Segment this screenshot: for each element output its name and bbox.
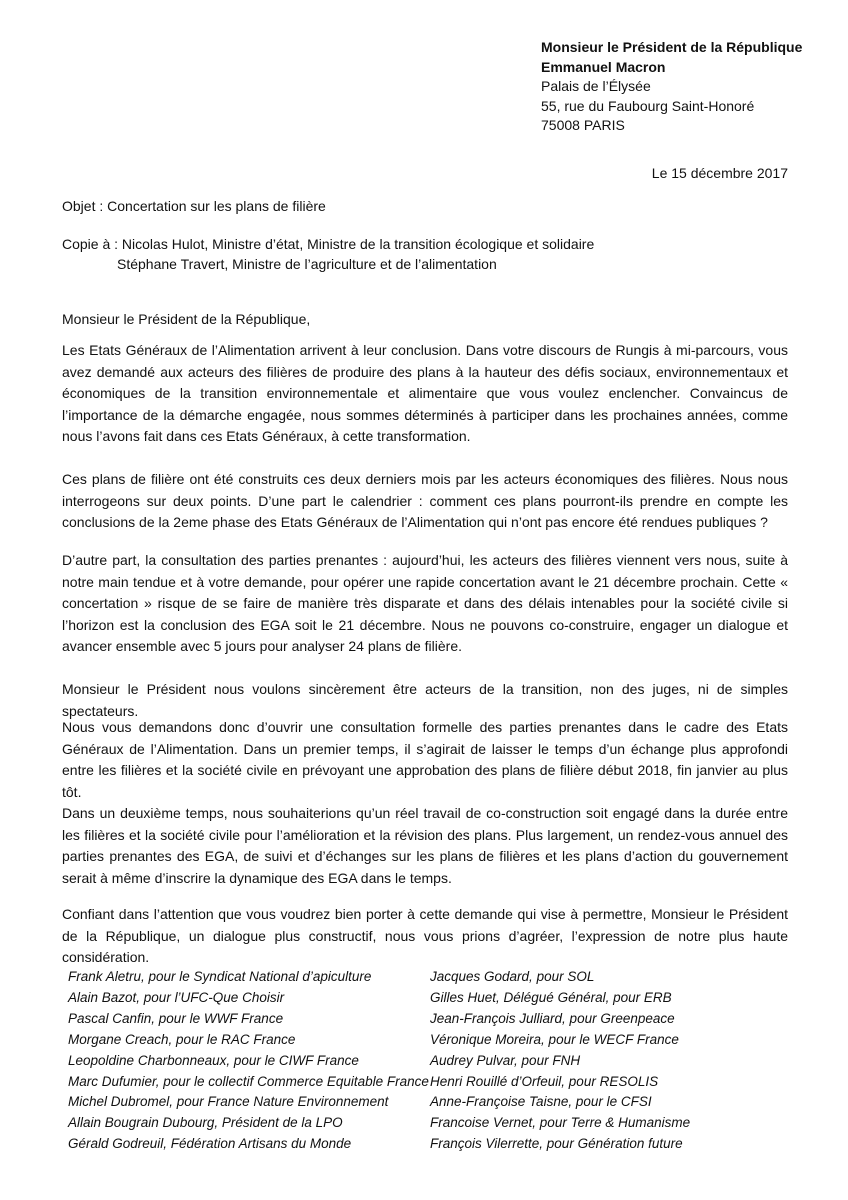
recipient-address-street: 55, rue du Faubourg Saint-Honoré — [541, 97, 755, 114]
signatories-left — [68, 967, 429, 1155]
paragraph-4: Monsieur le Président nous voulons sincèrement être acteurs de la transition, non des juges, ni de simples spectateurs. — [62, 681, 788, 719]
copy-line-1: Copie à : Nicolas Hulot, Ministre d’état, Ministre de la transition écologique et solidaire — [62, 236, 595, 252]
signatory: Gérald Godreuil, Fédération Artisans du Monde — [68, 1136, 352, 1152]
salutation: Monsieur le Président de la République, — [62, 311, 311, 327]
signatory: Anne-Françoise Taisne, pour le CFSI — [430, 1094, 652, 1110]
signatory: Véronique Moreira, pour le WECF France — [430, 1031, 679, 1047]
signatories-right — [430, 967, 810, 1155]
copy-line-2: Stéphane Travert, Ministre de l’agriculture et de l’alimentation — [117, 255, 497, 272]
paragraph-2: Ces plans de filière ont été construits ces deux derniers mois par les acteurs économiques des filières. Nous nous interrogeons sur deux points. D’une part le calendrier : comment ces plans pourront-ils prendre en compte les conclusions de la 2eme phase des Etats Généraux de l’Alimentation qui n’ont pas encore été rendues publiques ? — [62, 471, 788, 530]
signatory: Morgane Creach, pour le RAC France — [68, 1031, 296, 1047]
recipient-name: Emmanuel Macron — [541, 58, 666, 75]
recipient-address-place: Palais de l’Élysée — [541, 78, 651, 94]
paragraph-3: D’autre part, la consultation des parties prenantes : aujourd’hui, les acteurs des filières viennent vers nous, suite à notre main tendue et à votre demande, pour opérer une rapide concertation avant le 21 décembre prochain. Cette « concertation » risque de se faire de manière très disparate et dans des délais intenables pour la société civile si l’horizon est la conclusion des EGA soit le 21 décembre. Nous ne pouvons co-construire, engager un dialogue et avancer ensemble avec 5 jours pour analyser 24 plans de filière. — [62, 552, 788, 654]
paragraph-1: Les Etats Généraux de l’Alimentation arrivent à leur conclusion. Dans votre discours de Rungis à mi-parcours, vous avez demandé aux acteurs des filières de produire des plans à la hauteur des défis sociaux, environnementaux et économiques de la transition environnementale et alimentaire que vous voulez enclencher. Convaincus de l’importance de la démarche engagée, nous sommes déterminés à participer dans les prochaines années, comme nous l’avons fait dans ces Etats Généraux, à cette transformation. — [62, 342, 788, 444]
signatory: Marc Dufumier, pour le collectif Commerce Equitable France — [68, 1073, 429, 1089]
signatory: Pascal Canfin, pour le WWF France — [68, 1010, 284, 1026]
paragraph-5: Nous vous demandons donc d’ouvrir une consultation formelle des parties prenantes dans le cadre des Etats Généraux de l’Alimentation. Dans un premier temps, il s’agirait de laisser le temps d’un échange plus approfondi entre les filières et la société civile en prévoyant une approbation des plans de filière début 2018, fin janvier au plus tôt. — [62, 719, 788, 800]
recipient-block — [541, 38, 831, 136]
signatory: Gilles Huet, Délégué Général, pour ERB — [430, 989, 672, 1005]
letter-date: Le 15 décembre 2017 — [651, 165, 788, 181]
signatory: Leopoldine Charbonneaux, pour le CIWF France — [68, 1052, 359, 1068]
paragraph-6: Dans un deuxième temps, nous souhaiterions qu’un réel travail de co-construction soit engagé dans la durée entre les filières et la société civile pour l’amélioration et la révision des plans. Plus largement, un rendez-vous annuel des parties prenantes des EGA, de suivi et d’échanges sur les plans de filières et les plans d’action du gouvernement serait à même d’inscrire la dynamique des EGA dans le temps. — [62, 805, 788, 886]
signatory: Henri Rouillé d’Orfeuil, pour RESOLIS — [430, 1073, 659, 1089]
signatory: Alain Bazot, pour l’UFC-Que Choisir — [68, 989, 285, 1005]
copy-recipients — [62, 235, 594, 274]
signatory: François Vilerrette, pour Génération future — [430, 1136, 683, 1152]
signatory: Jean-François Julliard, pour Greenpeace — [430, 1010, 675, 1026]
signatory: Jacques Godard, pour SOL — [430, 969, 595, 984]
signatory: Francoise Vernet, pour Terre & Humanisme — [430, 1115, 691, 1131]
paragraph-7: Confiant dans l’attention que vous voudrez bien porter à cette demande qui vise à permettre, Monsieur le Président de la République, un dialogue plus constructif, nous vous prions d’agréer, l’expression de notre plus haute considération. — [62, 906, 788, 965]
signatory: Audrey Pulvar, pour FNH — [430, 1052, 581, 1068]
signatory: Allain Bougrain Dubourg, Président de la LPO — [68, 1115, 343, 1131]
signatory: Frank Aletru, pour le Syndicat National d’apiculture — [68, 969, 372, 984]
letter-subject: Objet : Concertation sur les plans de filière — [62, 198, 326, 214]
signatory: Michel Dubromel, pour France Nature Environnement — [68, 1094, 389, 1110]
recipient-address-city: 75008 PARIS — [541, 117, 625, 133]
recipient-title: Monsieur le Président de la République — [541, 39, 803, 55]
